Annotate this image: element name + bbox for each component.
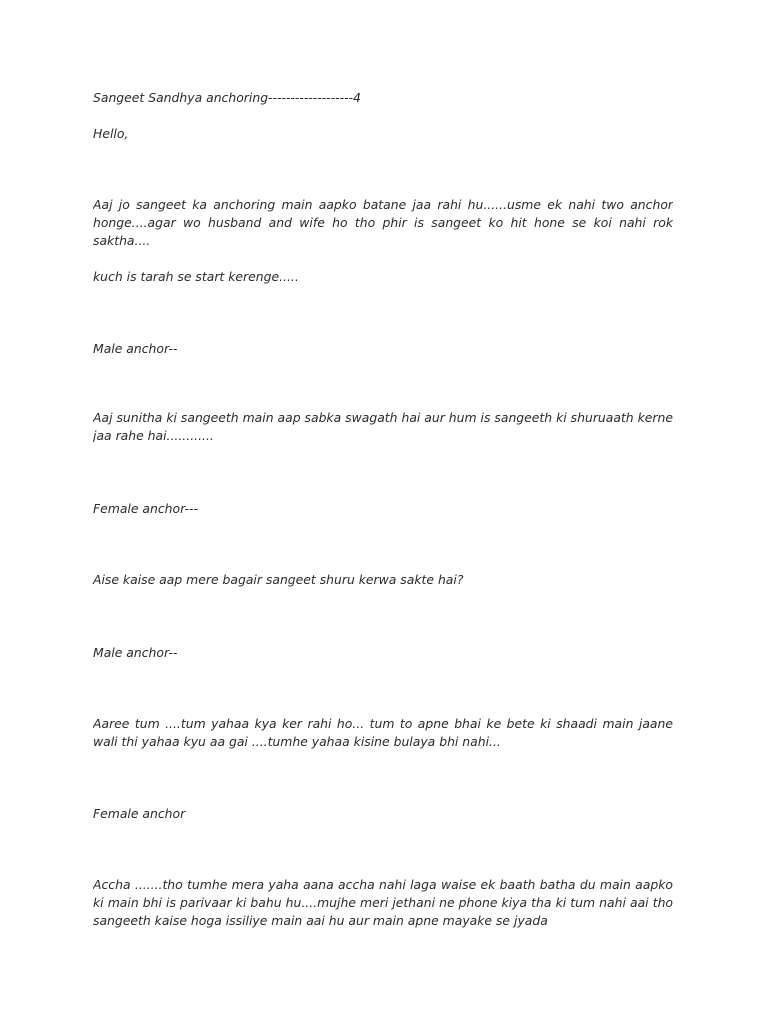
dialogue-line: Aise kaise aap mere bagair sangeet shuru kerwa sakte hai?	[93, 572, 464, 587]
dialogue-line: Aaj sunitha ki sangeeth main aap sabka swagath hai aur hum is sangeeth ki shuruaath kerne jaa rahe hai............	[93, 410, 673, 443]
dialogue-line: Aaree tum ....tum yahaa kya ker rahi ho... tum to apne bhai ke bete ki shaadi main jaane wali thi yahaa kyu aa gai ....tumhe yahaa kisine bulaya bhi nahi...	[93, 716, 673, 749]
speaker-label: Female anchor	[93, 806, 186, 821]
speaker-label: Male anchor--	[93, 645, 178, 660]
dialogue-line: Accha .......tho tumhe mera yaha aana accha nahi laga waise ek baath batha du main aapko ki main bhi is parivaar ki bahu hu....mujhe meri jethani ne phone kiya tha ki tum nahi aai tho sangeeth kaise hoga issiliye main aai hu aur main apne mayake se jyada	[93, 877, 673, 928]
document-title: Sangeet Sandhya anchoring-------------------4	[93, 90, 361, 105]
intro-paragraph: Aaj jo sangeet ka anchoring main aapko batane jaa rahi hu......usme ek nahi two anchor honge....agar wo husband and wife ho tho phir is sangeet ko hit hone se koi nahi rok saktha....	[93, 197, 673, 248]
speaker-label: Male anchor--	[93, 341, 178, 356]
start-line: kuch is tarah se start kerenge.....	[93, 269, 299, 284]
greeting: Hello,	[93, 126, 129, 141]
speaker-label: Female anchor---	[93, 501, 198, 516]
